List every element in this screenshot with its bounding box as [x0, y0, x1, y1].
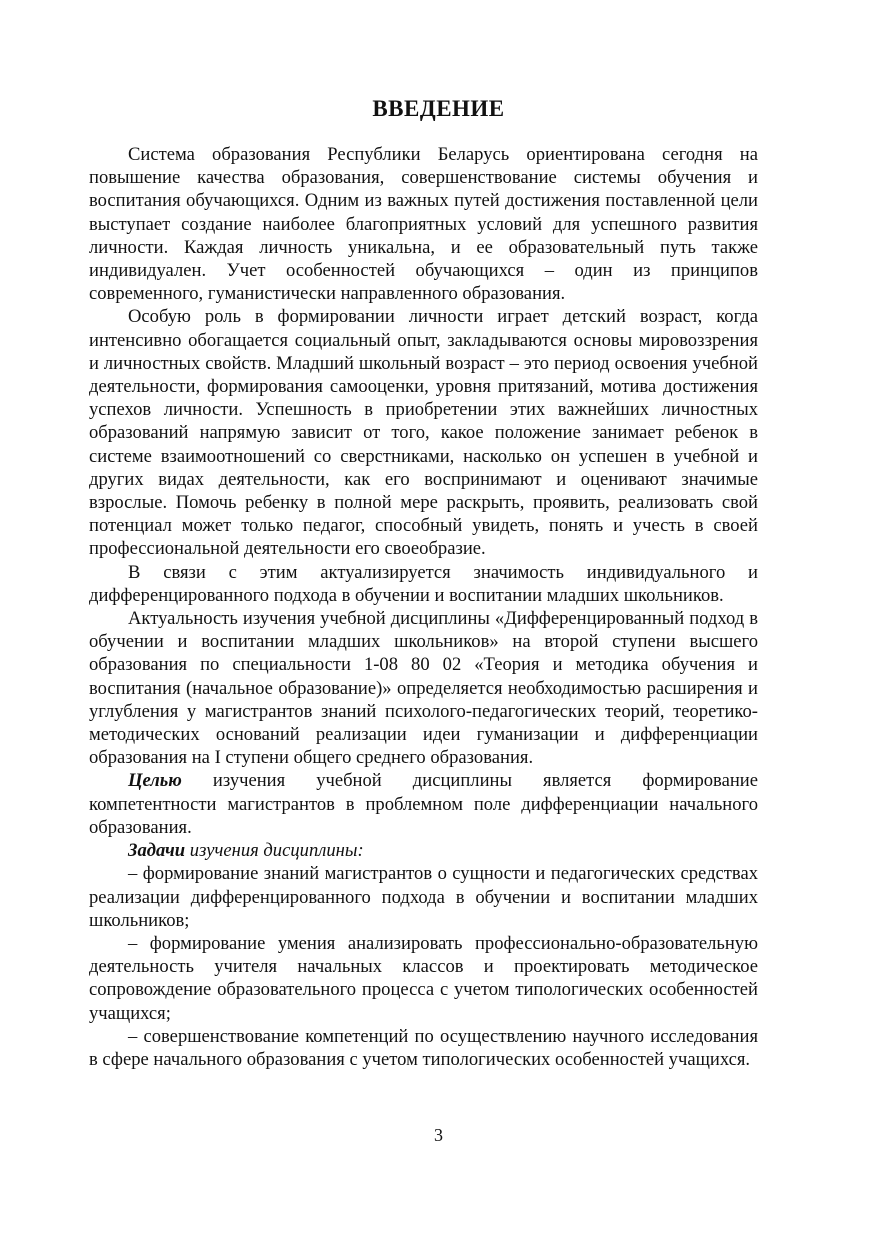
tasks-heading	[89, 839, 758, 862]
tasks-label-bold: Задачи	[128, 840, 186, 862]
paragraph: В связи с этим актуализируется значимость индивидуального и дифференцированного подхода в обучении и воспитании младших школьников.	[89, 561, 758, 606]
task-item: – формирование умения анализировать профессионально-образовательную деятельность учителя начальных классов и проектировать методическое сопровождение образовательного процесса с учетом типологических особенностей учащихся;	[89, 932, 758, 1024]
goal-text: изучения учебной дисциплины является формирование компетентности магистрантов в проблемном поле дифференциации начального образования.	[89, 770, 758, 838]
tasks-label-rest: изучения дисциплины:	[185, 840, 364, 862]
paragraph: Система образования Республики Беларусь ориентирована сегодня на повышение качества образования, совершенствование системы обучения и воспитания обучающихся. Одним из важных путей достижения поставленной цели выступает создание наиболее благоприятных условий для успешного развития личности. Каждая личность уникальна, и ее образовательный путь также индивидуален. Учет особенностей обучающихся – один из принципов современного, гуманистически направленного образования.	[89, 144, 758, 305]
task-item: – совершенствование компетенций по осуществлению научного исследования в сфере начального образования с учетом типологических особенностей учащихся.	[89, 1025, 758, 1070]
document-body	[89, 143, 758, 1071]
goal-paragraph	[89, 769, 758, 839]
task-item: – формирование знаний магистрантов о сущности и педагогических средствах реализации дифференцированного подхода в обучении и воспитании младших школьников;	[89, 863, 758, 931]
page-number: 3	[434, 1125, 443, 1145]
goal-label: Целью	[128, 770, 182, 792]
page-title: ВВЕДЕНИЕ	[372, 96, 505, 121]
paragraph: Особую роль в формировании личности играет детский возраст, когда интенсивно обогащается социальный опыт, закладываются основы мировоззрения и личностных свойств. Младший школьный возраст – это период освоения учебной деятельности, формирования самооценки, уровня притязаний, мотива достижения успехов личности. Успешность в приобретении этих важнейших личностных образований напрямую зависит от того, какое положение занимает ребенок в системе взаимоотношений со сверстниками, насколько он успешен в учебной и других видах деятельности, как его воспринимают и оценивают значимые взрослые. Помочь ребенку в полной мере раскрыть, проявить, реализовать свой потенциал может только педагог, способный увидеть, понять и учесть в своей профессиональной деятельности его своеобразие.	[89, 306, 758, 560]
paragraph: Актуальность изучения учебной дисциплины «Дифференцированный подход в обучении и воспитании младших школьников» на второй ступени высшего образования по специальности 1-08 80 02 «Теория и методика обучения и воспитания (начальное образование)» определяется необходимостью расширения и углубления у магистрантов знаний психолого-педагогических теорий, теоретико-методических оснований реализации идеи гуманизации и дифференциации образования на I ступени общего среднего образования.	[89, 608, 758, 769]
